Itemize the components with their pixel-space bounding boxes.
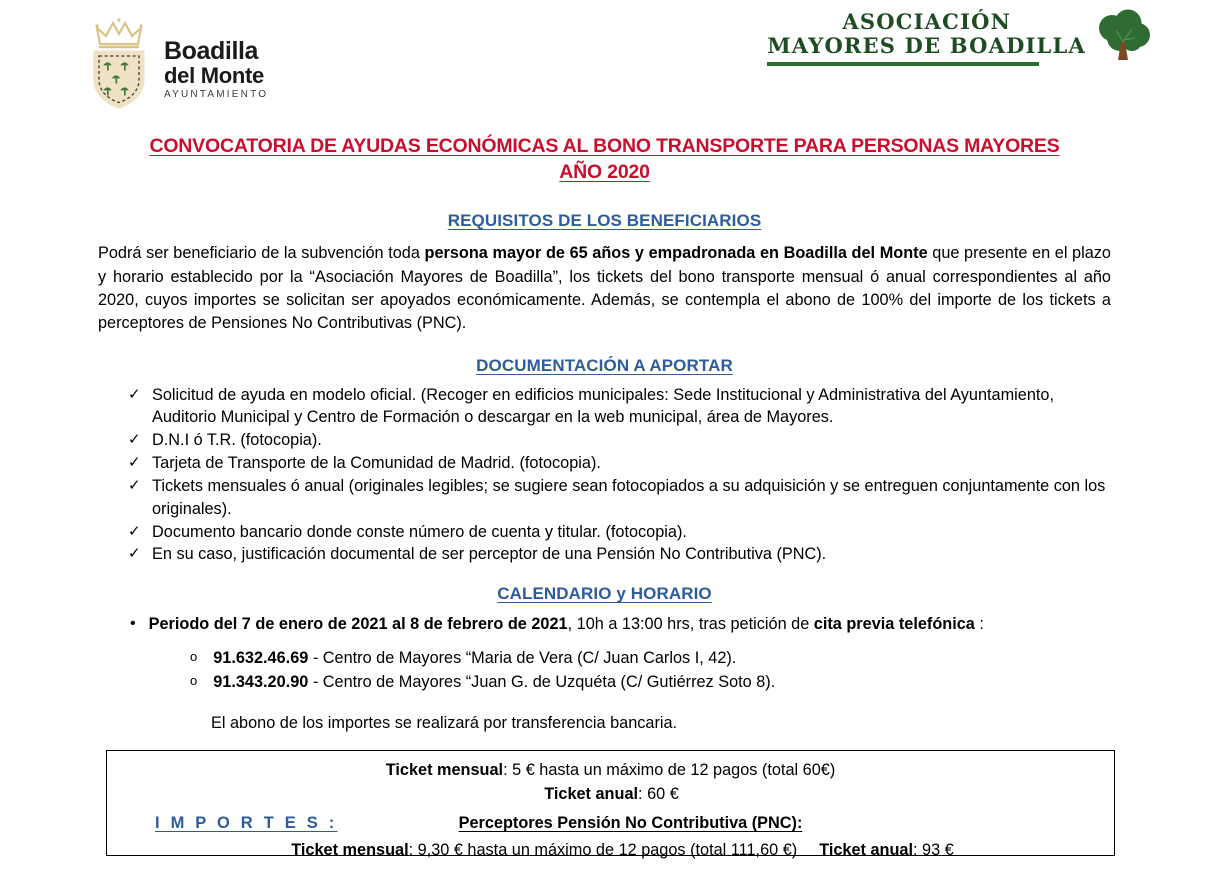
bank-transfer-note: El abono de los importes se realizará por transferencia bancaria. <box>211 714 678 733</box>
asociacion-logo <box>767 8 1154 72</box>
importes-box <box>106 750 1115 860</box>
general-monthly-row <box>107 759 1114 783</box>
list-item-label: Documento bancario donde conste número de cuenta y titular. (fotocopia). <box>152 522 687 541</box>
logo-line-ayuntamiento: AYUNTAMIENTO <box>164 89 269 100</box>
list-item <box>128 521 1111 544</box>
ayuntamiento-logo-text <box>164 39 268 110</box>
calendario-period-bold: Periodo del 7 de enero de 2021 al 8 de febrero de 2021 <box>148 615 568 634</box>
requisitos-paragraph <box>98 242 1111 335</box>
document-title-line-1: CONVOCATORIA DE AYUDAS ECONÓMICAS AL BONO TRANSPORTE PARA PERSONAS MAYORES <box>149 135 1060 157</box>
list-item <box>128 543 1111 566</box>
contact-line <box>213 647 736 671</box>
general-annual-row <box>107 783 1114 807</box>
calendario-period-item <box>130 613 1111 636</box>
logo-line-del-monte: del Monte <box>164 63 264 88</box>
document-title-line-2: AÑO 2020 <box>559 160 650 183</box>
check-icon: ✓ <box>128 385 141 403</box>
calendario-period-tail: : <box>974 615 984 634</box>
importes-label: I M P O R T E S : <box>155 814 338 833</box>
general-annual-label: Ticket anual <box>544 784 639 803</box>
circle-bullet-icon: o <box>190 648 198 664</box>
list-item <box>128 475 1111 521</box>
check-icon: ✓ <box>128 522 141 540</box>
requisitos-text-bold: persona mayor de 65 años y empadronada en Boadilla del Monte <box>424 244 928 263</box>
list-item <box>128 429 1111 452</box>
asociacion-logo-text <box>767 8 1086 66</box>
pnc-annual-label: Ticket anual <box>819 841 913 860</box>
logo-line-boadilla: Boadilla <box>164 37 259 65</box>
circle-bullet-icon: o <box>190 672 198 688</box>
section-heading-calendario: CALENDARIO y HORARIO <box>497 584 712 604</box>
pnc-monthly-value: : 9,30 € hasta un máximo de 12 pagos (total 111,60 €) <box>408 841 798 860</box>
contact-list <box>190 647 1111 694</box>
check-icon: ✓ <box>128 476 141 494</box>
contact-center-name: - Centro de Mayores “Maria de Vera (C/ Juan Carlos I, 42). <box>308 648 737 667</box>
check-icon: ✓ <box>128 545 141 563</box>
document-header <box>0 0 1209 122</box>
requisitos-text-part-2: que presente en el plazo y horario establecido por la “Asociación Mayores de Boadilla”, los tickets del bono transporte mensual ó anual correspondientes al año 2020, cuyos importes se solicitan ser apoyados económicamente. Además, se contempla el abono de 100% del importe de los tickets a perceptores de Pensiones No Contributivas (PNC). <box>98 244 1111 333</box>
list-item <box>128 452 1111 475</box>
contact-phone-number: 91.343.20.90 <box>213 672 309 691</box>
boadilla-shield-icon <box>84 14 154 110</box>
list-item-label: En su caso, justificación documental de ser perceptor de una Pensión No Contributiva (PNC). <box>152 545 827 564</box>
calendario-period-rest: , 10h a 13:00 hrs, tras petición de <box>567 615 814 634</box>
section-heading-documentacion: DOCUMENTACIÓN A APORTAR <box>476 355 733 375</box>
asociacion-line-2: MAYORES DE BOADILLA <box>767 32 1086 58</box>
documentacion-list <box>128 384 1111 567</box>
pnc-heading: Perceptores Pensión No Contributiva (PNC): <box>458 814 803 833</box>
asociacion-line-1: ASOCIACIÓN <box>842 9 1011 34</box>
list-item <box>190 671 1111 695</box>
contact-line <box>213 671 775 695</box>
list-item <box>128 384 1111 430</box>
pnc-monthly-label: Ticket mensual <box>291 841 409 860</box>
contact-phone-number: 91.632.46.69 <box>213 648 309 667</box>
check-icon: ✓ <box>128 454 141 472</box>
calendario-cita-previa-bold: cita previa telefónica <box>813 615 975 634</box>
requisitos-text-part-1: Podrá ser beneficiario de la subvención toda <box>98 244 425 263</box>
list-item <box>190 647 1111 671</box>
list-item-label: Solicitud de ayuda en modelo oficial. (Recoger en edificios municipales: Sede Institucional y Administrativa del Ayuntamiento, Auditorio Municipal y Centro de Formación o descargar en la web municipal, área de Mayores. <box>152 385 1055 427</box>
asociacion-underline-rule <box>767 62 1039 66</box>
pnc-annual-value: : 93 € <box>913 841 954 860</box>
ayuntamiento-logo <box>84 14 268 110</box>
general-annual-value: : 60 € <box>638 784 679 803</box>
contact-center-name: - Centro de Mayores “Juan G. de Uzquéta (C/ Gutiérrez Soto 8). <box>308 672 776 691</box>
tree-icon <box>1092 8 1154 72</box>
general-amounts-block <box>107 751 1114 806</box>
section-heading-requisitos: REQUISITOS DE LOS BENEFICIARIOS <box>447 211 762 231</box>
general-monthly-label: Ticket mensual <box>385 761 504 780</box>
general-monthly-value: : 5 € hasta un máximo de 12 pagos (total 60€) <box>503 761 836 780</box>
bullet-icon: • <box>130 615 136 633</box>
calendario-period-text <box>149 613 984 636</box>
pnc-amounts-row <box>107 841 1114 860</box>
check-icon: ✓ <box>128 431 141 449</box>
list-item-label: D.N.I ó T.R. (fotocopia). <box>152 431 322 450</box>
list-item-label: Tarjeta de Transporte de la Comunidad de Madrid. (fotocopia). <box>152 454 601 473</box>
list-item-label: Tickets mensuales ó anual (originales legibles; se sugiere sean fotocopiados a su adquisición y se entreguen conjuntamente con los originales). <box>152 476 1106 518</box>
document-title <box>96 134 1113 185</box>
